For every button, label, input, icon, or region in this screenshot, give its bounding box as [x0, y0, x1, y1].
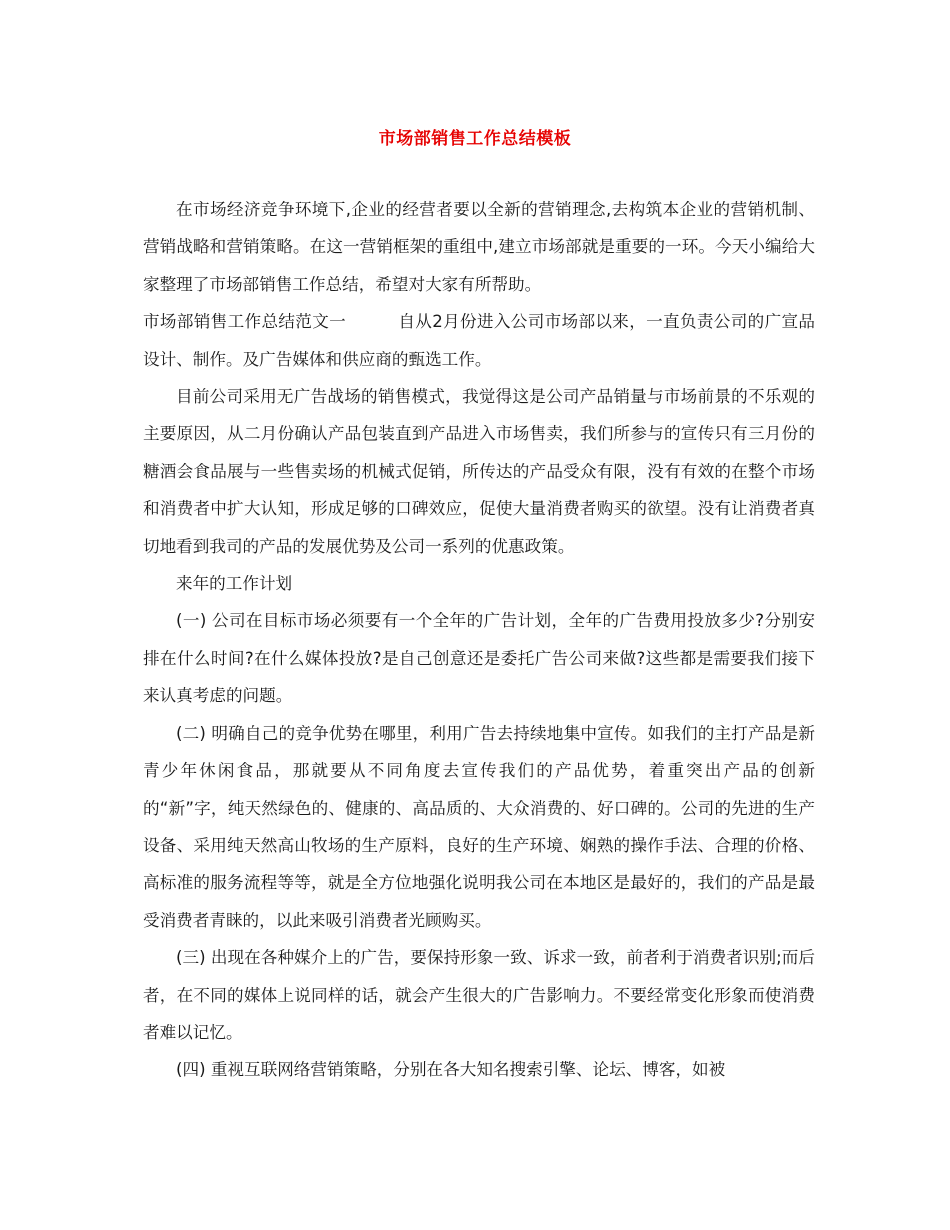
document-title: 市场部销售工作总结模板 — [378, 129, 572, 149]
sample-paragraph — [143, 303, 815, 378]
plan-item-2: (二) 明确自己的竞争优势在哪里，利用广告去持续地集中宣传。如我们的主打产品是新青少年休闲食品，那就要从不同角度去宣传我们的产品优势，着重突出产品的创新的“新”字，纯天然绿色的、健康的、高品质的、大众消费的、好口碑的。公司的先进的生产设备、采用纯天然高山牧场的生产原料，良好的生产环境、娴熟的操作手法、合理的价格、高标准的服务流程等等，就是全方位地强化说明我公司在本地区是最好的，我们的产品是最受消费者青睐的，以此来吸引消费者光顾购买。 — [143, 723, 815, 930]
analysis-paragraph: 目前公司采用无广告战场的销售模式，我觉得这是公司产品销量与市场前景的不乐观的主要原因，从二月份确认产品包装直到产品进入市场售卖，我们所参与的宣传只有三月份的糖酒会食品展与一些售卖场的机械式促销，所传达的产品受众有限，没有有效的在整个市场和消费者中扩大认知，形成足够的口碑效应，促使大量消费者购买的欲望。没有让消费者真切地看到我司的产品的发展优势及公司一系列的优惠政策。 — [143, 387, 815, 556]
plan-item-1: (一) 公司在目标市场必须要有一个全年的广告计划，全年的广告费用投放多少?分别安排在什么时间?在什么媒体投放?是自己创意还是委托广告公司来做?这些都是需要我们接下来认真考虑的问题。 — [143, 611, 815, 706]
document-body — [143, 191, 815, 1089]
intro-paragraph: 在市场经济竞争环境下,企业的经营者要以全新的营销理念,去构筑本企业的营销机制、营销战略和营销策略。在这一营销框架的重组中,建立市场部就是重要的一环。今天小编给大家整理了市场部销售工作总结，希望对大家有所帮助。 — [143, 200, 815, 294]
plan-item-3: (三) 出现在各种媒介上的广告，要保持形象一致、诉求一致，前者利于消费者识别;而后者，在不同的媒体上说同样的话，就会产生很大的广告影响力。不要经常变化形象而使消费者难以记忆。 — [143, 948, 815, 1042]
sample-text: 自从2月份进入公司市场部以来，一直负责公司的广宣品设计、制作。及广告媒体和供应商的甄选工作。 — [143, 312, 816, 369]
sample-heading: 市场部销售工作总结范文一 — [143, 312, 347, 332]
plan-item-4: (四) 重视互联网络营销策略，分别在各大知名搜索引擎、论坛、博客，如被 — [176, 1060, 726, 1080]
plan-heading: 来年的工作计划 — [176, 574, 293, 594]
